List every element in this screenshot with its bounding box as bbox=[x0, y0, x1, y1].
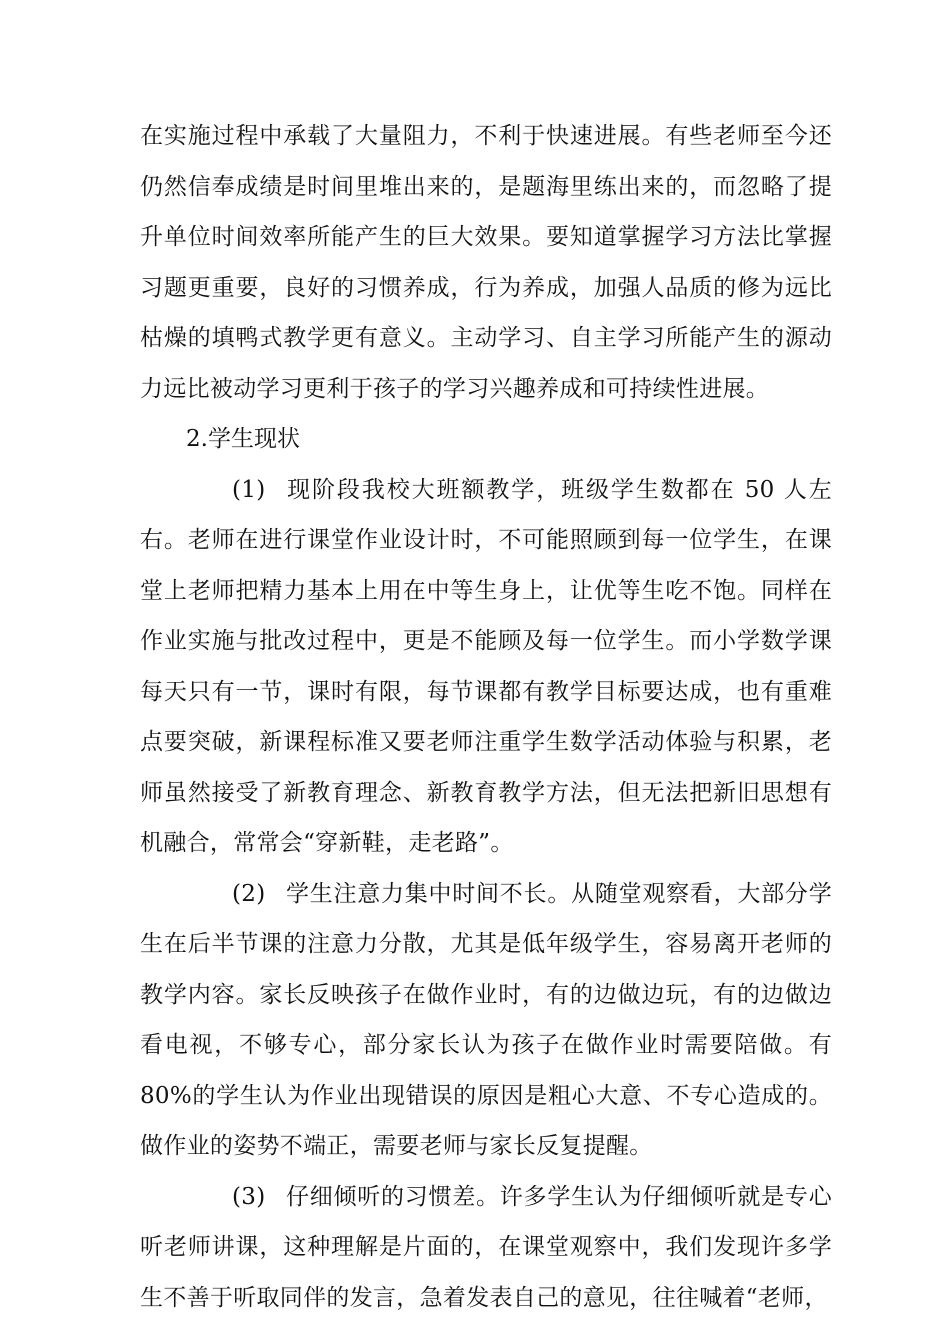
item-number: (1) bbox=[232, 476, 266, 503]
numbered-paragraph-2 bbox=[140, 869, 832, 1172]
paragraph-continuation: 在实施过程中承载了大量阻力，不利于快速进展。有些老师至今还仍然信奉成绩是时间里堆出来的，是题海里练出来的，而忽略了提升单位时间效率所能产生的巨大效果。要知道掌握学习方法比掌握习题更重要，良好的习惯养成，行为养成，加强人品质的修为远比枯燥的填鸭式教学更有意义。主动学习、自主学习所能产生的源动力远比被动学习更利于孩子的学习兴趣养成和可持续性进展。 bbox=[140, 123, 832, 402]
item-text: 仔细倾听的习惯差。许多学生认为仔细倾听就是专心听老师讲课，这种理解是片面的，在课堂观察中，我们发现许多学生不善于听取同伴的发言，急着发表自己的意见，往往喊着“老师， bbox=[140, 1183, 832, 1311]
item-text: 现阶段我校大班额教学，班级学生数都在 50 人左右。老师在进行课堂作业设计时，不可能照顾到每一位学生，在课堂上老师把精力基本上用在中等生身上，让优等生吃不饱。同样在作业实施与批改过程中，更是不能顾及每一位学生。而小学数学课每天只有一节，课时有限，每节课都有教学目标要达成，也有重难点要突破，新课程标准又要老师注重学生数学活动体验与积累，老师虽然接受了新教育理念、新教育教学方法，但无法把新旧思想有机融合，常常会“穿新鞋，走老路”。 bbox=[140, 476, 832, 856]
item-text: 学生注意力集中时间不长。从随堂观察看，大部分学生在后半节课的注意力分散，尤其是低年级学生，容易离开老师的教学内容。家长反映孩子在做作业时，有的边做边玩，有的边做边看电视，不够专心，部分家长认为孩子在做作业时需要陪做。有 80%的学生认为作业出现错误的原因是粗心大意、不专心造成的。做作业的姿势不端正，需要老师与家长反复提醒。 bbox=[140, 880, 832, 1159]
section-heading-student-status: 2.学生现状 bbox=[186, 426, 300, 452]
item-number: (2) bbox=[232, 880, 266, 907]
item-number: (3) bbox=[232, 1183, 266, 1210]
numbered-paragraph-1 bbox=[140, 465, 832, 869]
document-body bbox=[140, 111, 832, 1323]
numbered-paragraph-3 bbox=[140, 1172, 832, 1324]
